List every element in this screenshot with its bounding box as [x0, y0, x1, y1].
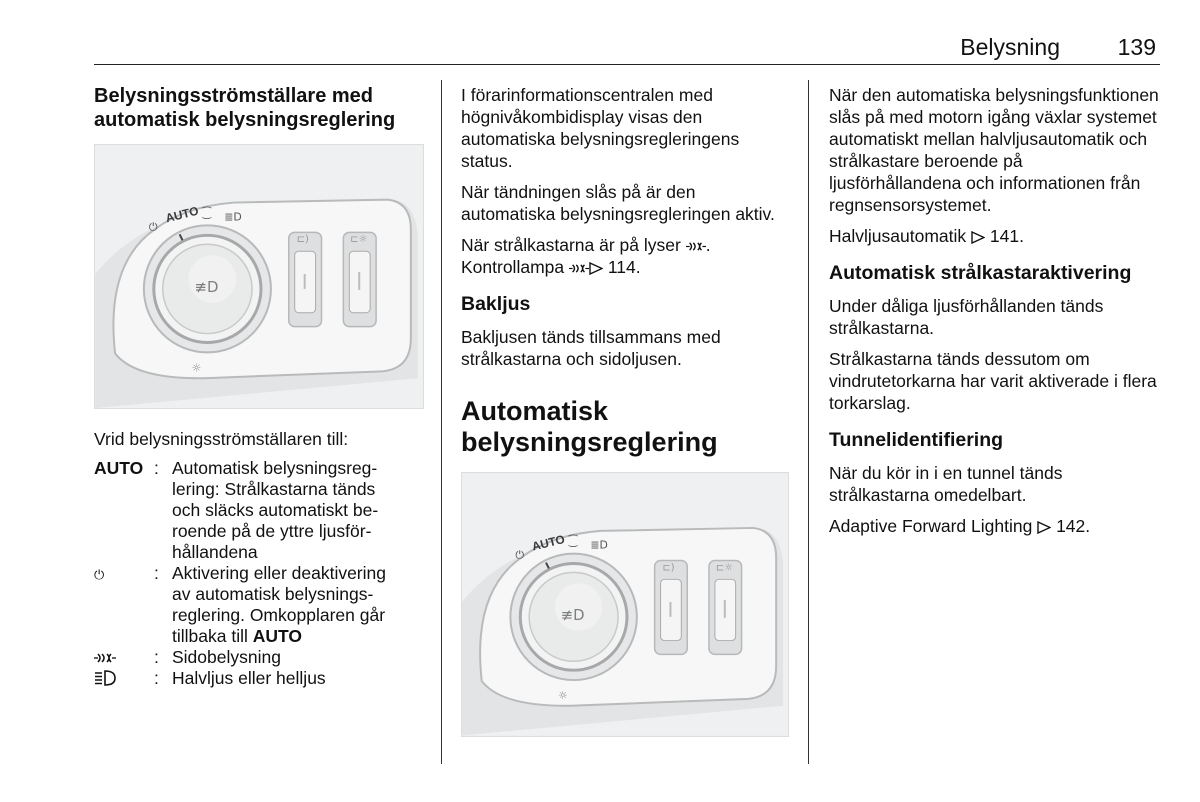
- subheading-tunnelidentifiering: Tunnelidentifiering: [829, 429, 1004, 451]
- def-line: reglering. Omkopplaren går: [172, 605, 386, 625]
- page-reference[interactable]: 114.: [607, 257, 641, 277]
- sidelight-icon: [94, 647, 154, 668]
- light-switch-illustration: [462, 473, 788, 736]
- def-line: lering: Strålkastarna tänds: [172, 479, 376, 499]
- def-row-auto: [94, 458, 429, 563]
- def-line: hållandena: [172, 542, 258, 562]
- intro-paragraph: [94, 428, 424, 459]
- sidelight-icon: [569, 262, 589, 275]
- paragraph: [829, 225, 1159, 247]
- section-title: Belysning: [960, 34, 1060, 60]
- def-line: Automatisk belysningsreg-: [172, 458, 378, 478]
- power-icon: ⏻: [94, 568, 105, 583]
- light-switch-figure: [94, 144, 424, 409]
- column-middle: [461, 84, 781, 472]
- text-span: Halvljusautomatik: [829, 226, 967, 246]
- def-term-auto: AUTO: [94, 458, 144, 478]
- headlight-icon: [94, 668, 154, 689]
- column-right: [829, 84, 1159, 546]
- intro-text: Vrid belysningsströmställaren till:: [94, 429, 349, 449]
- def-desc-headlight: Halvljus eller helljus: [172, 668, 326, 688]
- def-separator: :: [154, 563, 159, 583]
- subheading-strålkastaraktivering: Automatisk strålkastaraktivering: [829, 262, 1132, 284]
- paragraph: [461, 234, 781, 278]
- paragraph: Under dåliga ljusförhållanden tänds strålkastarna.: [829, 296, 1104, 338]
- paragraph: Bakljusen tänds tillsammans med strålkastarna och sidoljusen.: [461, 327, 721, 369]
- text-span: När strålkastarna är på lyser: [461, 235, 681, 255]
- column-divider: [808, 80, 809, 764]
- def-desc-sidelight: Sidobelysning: [172, 647, 281, 667]
- def-line-text: tillbaka till: [172, 626, 248, 646]
- page-reference[interactable]: 141.: [989, 226, 1024, 246]
- paragraph: Strålkastarna tänds dessutom om vindrutetorkarna har varit aktiverade i flera torkarslag.: [829, 349, 1157, 413]
- auto-bold-term: AUTO: [252, 626, 303, 646]
- light-switch-figure-2: [461, 472, 789, 737]
- def-row-power: [94, 563, 429, 647]
- def-line: roende på de yttre ljusför-: [172, 521, 372, 541]
- page-header: [94, 30, 1160, 65]
- page-reference[interactable]: 142.: [1056, 516, 1091, 536]
- def-row-sidelight: [94, 647, 429, 668]
- paragraph: I förarinformationscentralen med högnivåkombidisplay visas den automatiska belysningsregleringens status.: [461, 85, 740, 171]
- reference-arrow-icon: [971, 231, 985, 244]
- def-line: av automatisk belysnings-: [172, 584, 374, 604]
- sidelight-icon: [686, 240, 706, 253]
- def-line: [172, 626, 429, 647]
- paragraph: När den automatiska belysningsfunktionen slås på med motorn igång växlar systemet automatiskt mellan halvljusautomatik och strålkastare beroende på ljusförhållandena och informationen från regnsensorsystemet.: [829, 85, 1159, 215]
- def-separator: :: [154, 458, 159, 478]
- text-span: . Kontrollampa: [461, 235, 711, 277]
- paragraph: När du kör in i en tunnel tänds strålkastarna omedelbart.: [829, 463, 1063, 505]
- reference-arrow-icon: [589, 262, 603, 275]
- page-number: 139: [1117, 34, 1156, 60]
- def-desc-auto: [172, 458, 429, 563]
- def-line: Aktivering eller deaktivering: [172, 563, 386, 583]
- subheading-bakljus: Bakljus: [461, 293, 531, 315]
- paragraph: [829, 515, 1159, 537]
- section-heading-automatic: Automatisk belysningsreglering: [461, 396, 718, 457]
- def-desc-power: [172, 563, 429, 647]
- def-line: och släcks automatiskt be-: [172, 500, 379, 520]
- light-switch-illustration: [95, 145, 423, 408]
- section-heading: Belysningsströmställare med automatisk belysningsreglering: [94, 85, 396, 131]
- definition-list: [94, 458, 429, 689]
- reference-arrow-icon: [1037, 521, 1051, 534]
- def-separator: :: [154, 647, 159, 667]
- paragraph: När tändningen slås på är den automatiska belysningsregleringen aktiv.: [461, 182, 775, 224]
- def-row-headlight: [94, 668, 429, 689]
- column-divider: [441, 80, 442, 764]
- text-span: Adaptive Forward Lighting: [829, 516, 1033, 536]
- def-separator: :: [154, 668, 159, 688]
- column-left: [94, 84, 424, 142]
